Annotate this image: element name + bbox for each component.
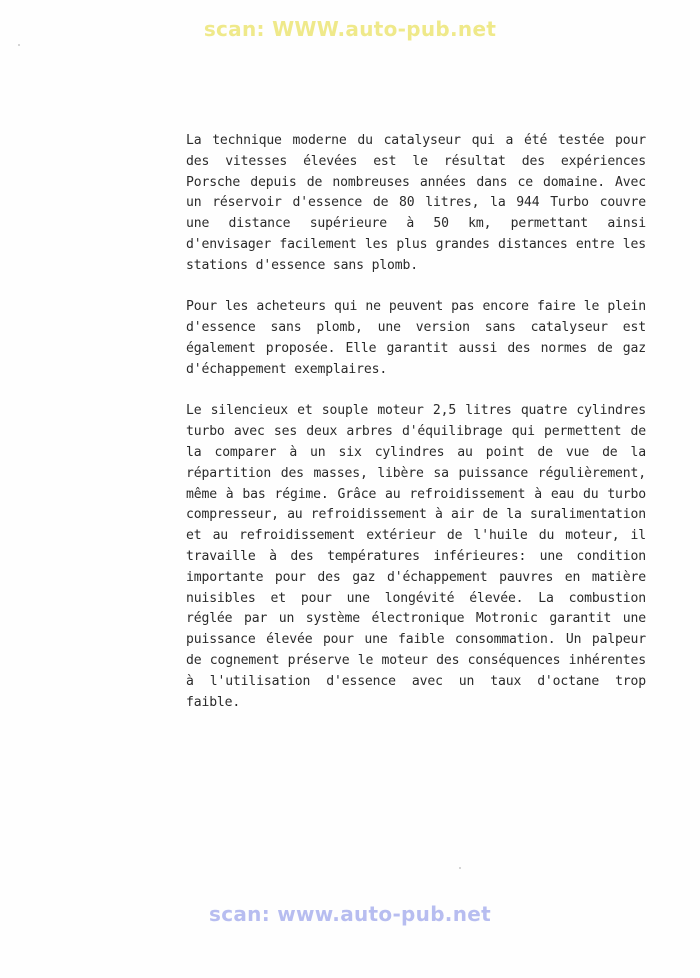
paragraph-catalyst: La technique moderne du catalyseur qui a été testée pour des vitesses élevées est le résultat des expériences Porsche depuis de nombreuses années dans ce domaine. Avec un réservoir d'essence de 80 litres, la 944 Turbo couvre une distance supérieure à 50 km, permettant ainsi d'envisager facilement les plus grandes distances entre les stations d'essence sans plomb.	[186, 133, 646, 273]
watermark-top: scan: WWW.auto-pub.net	[203, 17, 497, 41]
scan-speck	[18, 44, 20, 46]
paragraph-engine: Le silencieux et souple moteur 2,5 litres quatre cylindres turbo avec ses deux arbres d'équilibrage qui permettent de la comparer à un six cylindres au point de vue de la répartition des masses, libère sa puissance régulièrement, même à bas régime. Grâce au refroidissement à eau du turbo compresseur, au refroidissement à air de la suralimentation et au refroidissement extérieur de l'huile du moteur, il travaille à des températures inférieures: une condition importante pour des gaz d'échappement pauvres en matière nuisibles et pour une longévité élevée. La combustion réglée par un système électronique Motronic garantit une puissance élevée pour une faible consommation. Un palpeur de cognement préserve le moteur des conséquences inhérentes à l'utilisation d'essence avec un taux d'octane trop faible.	[186, 403, 646, 710]
paragraph-unleaded: Pour les acheteurs qui ne peuvent pas encore faire le plein d'essence sans plomb, une version sans catalyseur est également proposée. Elle garantit aussi des normes de gaz d'échappement exemplaires.	[186, 299, 646, 377]
body-text	[186, 131, 646, 734]
watermark-bottom: scan: www.auto-pub.net	[209, 902, 491, 926]
scan-speck	[459, 867, 461, 869]
